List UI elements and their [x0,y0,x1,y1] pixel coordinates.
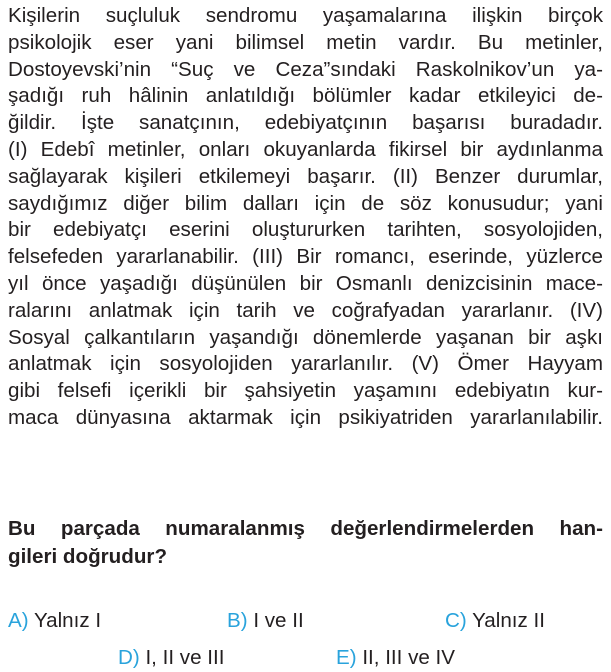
option-text: Yalnız I [28,609,102,632]
passage-line: (I) Edebî metinler, onları okuyanlarda fikirsel bir aydınlanma [8,137,603,161]
passage-line: ralarını anlatmak için tarih ve coğrafyadan yararlanır. (IV) [8,298,603,322]
question-line: gileri doğrudur? [8,545,168,568]
option-text: I ve II [247,609,304,632]
option-text: II, III ve IV [356,646,456,669]
passage-line: saydığımız diğer bilim dalları için de söz konusudur; yani [8,191,603,215]
answer-option-c[interactable] [445,608,545,634]
option-letter: B) [227,609,248,632]
answer-option-a[interactable] [8,608,101,634]
passage-text [8,3,603,432]
answer-option-b[interactable] [227,608,304,634]
passage-line: Sosyal çalkantıların yaşandığı dönemlerde yaşanan bir aşkı [8,325,603,349]
passage-line: yıl önce yaşadığı düşünülen bir Osmanlı denizcisinin mace- [8,271,603,295]
passage-line: Kişilerin suçluluk sendromu yaşamalarına ilişkin birçok [8,4,603,27]
passage-line: anlatmak için sosyolojiden yararlanılır. (V) Ömer Hayyam [8,352,603,376]
passage-line: gibi felsefi içerikli bir şahsiyetin yaşamını edebiyatın kur- [8,379,603,403]
option-text: Yalnız II [466,609,545,632]
option-letter: A) [8,609,29,632]
answer-option-e[interactable] [336,645,455,671]
passage-line: Dostoyevski’nin “Suç ve Ceza”sındaki Raskolnikov’un ya- [8,57,603,81]
option-letter: D) [118,646,140,669]
question-line: Bu parçada numaralanmış değerlendirmelerden han- [8,517,603,540]
option-letter: E) [336,646,357,669]
option-text: I, II ve III [139,646,225,669]
question-stem [8,515,603,571]
passage-line: ğildir. İşte sanatçının, edebiyatçının başarısı buradadır. [8,111,603,135]
option-letter: C) [445,609,467,632]
passage-line: psikolojik eser yani bilimsel metin vardır. Bu metinler, [8,30,603,54]
passage-line: sağlayarak kişileri etkilemeyi başarır. (II) Benzer durumlar, [8,164,603,188]
answer-option-d[interactable] [118,645,224,671]
passage-line: bir edebiyatçı eserini oluştururken tarihten, sosyolojiden, [8,218,603,242]
passage-line: şadığı ruh hâlinin anlatıldığı bölümler kadar etkileyici de- [8,84,603,108]
passage-line: maca dünyasına aktarmak için psikiyatriden yararlanılabilir. [8,405,603,429]
passage-line: felsefeden yararlanabilir. (III) Bir romancı, eserinde, yüzlerce [8,245,603,269]
